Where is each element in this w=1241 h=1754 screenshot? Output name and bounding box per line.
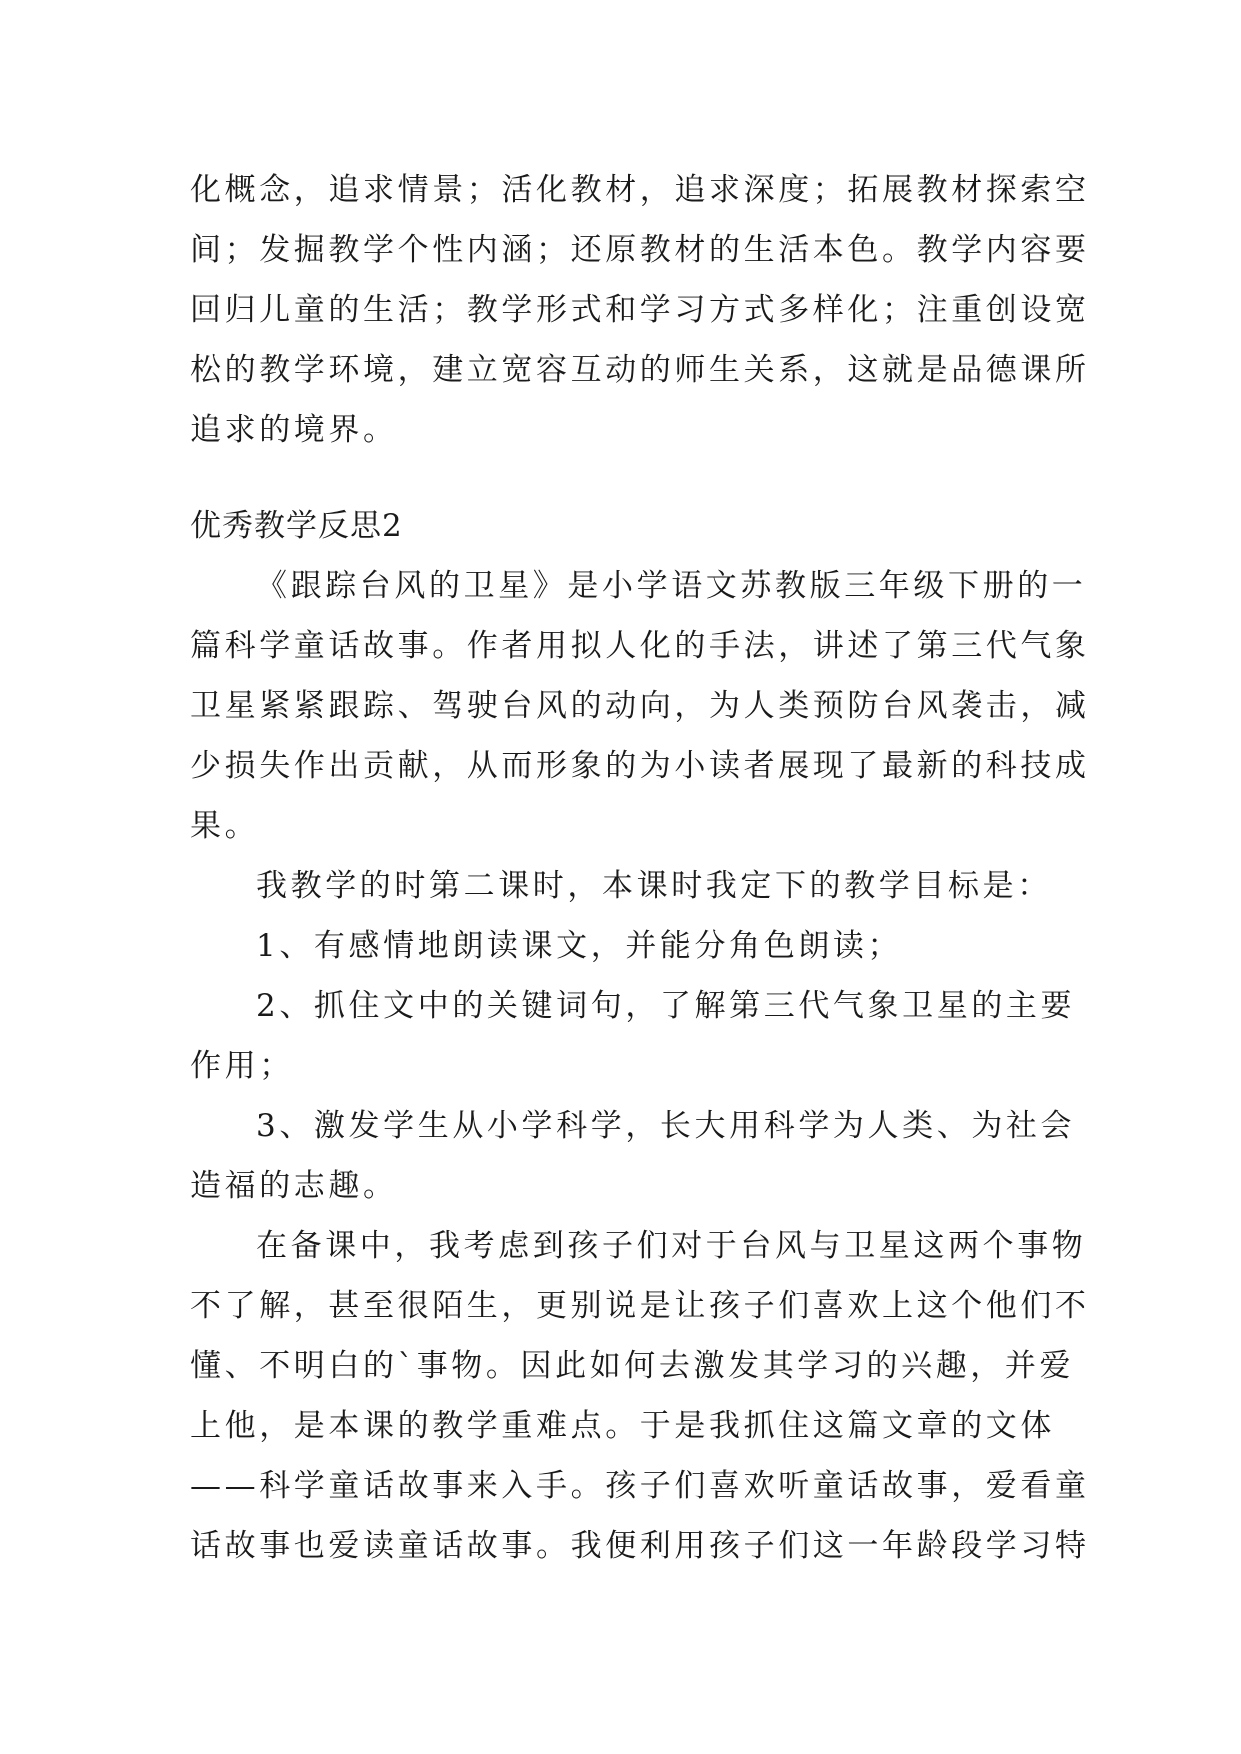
paragraph-continuation [190,160,1090,460]
text-line: 3、激发学生从小学科学，长大用科学为人类、为社会 [256,1108,1076,1144]
text-line: 追求的境界。 [190,412,398,448]
text-line: 卫星紧紧跟踪、驾驶台风的动向，为人类预防台风袭击，减 [190,688,1090,724]
goal-item-3 [190,1096,1076,1216]
document-page [190,160,1090,1576]
text-line: 造福的志趣。 [190,1168,398,1204]
text-line: 松的教学环境，建立宽容互动的师生关系，这就是品德课所 [190,352,1090,388]
text-line: 篇科学童话故事。作者用拟人化的手法，讲述了第三代气象 [190,628,1090,664]
text-line: 话故事也爱读童话故事。我便利用孩子们这一年龄段学习特 [190,1528,1090,1564]
section-title: 优秀教学反思2 [190,508,403,544]
text-line: 回归儿童的生活；教学形式和学习方式多样化；注重创设宽 [190,292,1090,328]
text-line: 化概念，追求情景；活化教材，追求深度；拓展教材探索空 [190,172,1090,208]
text-line: 2、抓住文中的关键词句，了解第三代气象卫星的主要 [256,988,1076,1024]
text-line: 懂、不明白的`事物。因此如何去激发其学习的兴趣，并爱 [190,1348,1075,1384]
text-line: 《跟踪台风的卫星》是小学语文苏教版三年级下册的一 [256,568,1087,604]
text-line: 在备课中，我考虑到孩子们对于台风与卫星这两个事物 [256,1228,1087,1264]
spacer [190,460,1050,496]
goal-item-1: 1、有感情地朗读课文，并能分角色朗读； [256,928,903,964]
text-line: 果。 [190,808,260,844]
paragraph-lesson-prep [190,1216,1090,1576]
text-line: 上他，是本课的教学重难点。于是我抓住这篇文章的文体 [190,1408,1055,1444]
text-line: 间；发掘教学个性内涵；还原教材的生活本色。教学内容要 [190,232,1090,268]
paragraph-intro [190,556,1090,856]
text-line: 不了解，甚至很陌生，更别说是让孩子们喜欢上这个他们不 [190,1288,1090,1324]
text-line: 少损失作出贡献，从而形象的为小读者展现了最新的科技成 [190,748,1090,784]
text-line: ——科学童话故事来入手。孩子们喜欢听童话故事，爱看童 [190,1468,1090,1504]
paragraph-goals-intro: 我教学的时第二课时，本课时我定下的教学目标是： [256,868,1052,904]
goal-item-2 [190,976,1076,1096]
text-line: 作用； [190,1048,294,1084]
